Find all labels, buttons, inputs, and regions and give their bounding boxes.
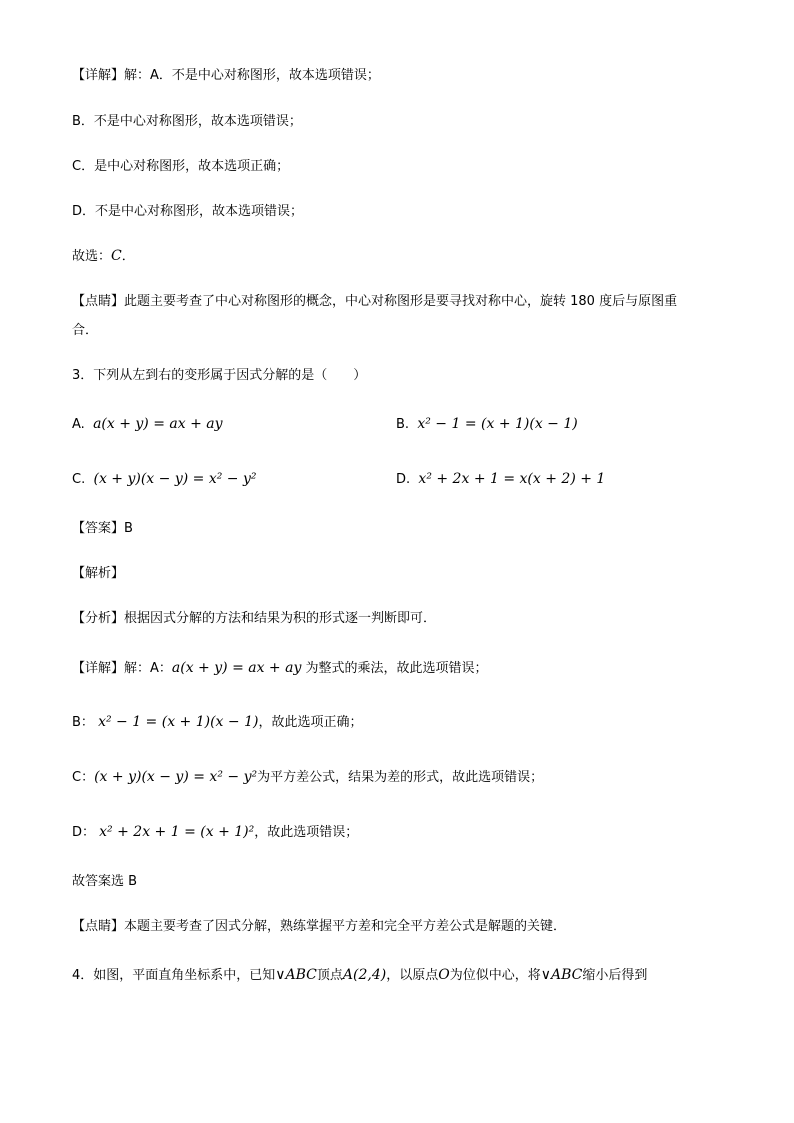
xiangjie-b-suffix: ，故此选项正确； xyxy=(258,715,363,730)
xiangjie-d-suffix: ，故此选项错误； xyxy=(254,825,359,840)
fenxi-line xyxy=(72,610,436,628)
dianjing-text-2: 合． xyxy=(72,323,99,338)
question-4 xyxy=(72,966,647,985)
option-c xyxy=(72,470,257,489)
dianjing-summary-text: 【点睛】本题主要考查了因式分解，熟练掌握平方差和完全平方差公式是解题的关键． xyxy=(72,919,567,934)
q4-mid-3: 为位似中心，将 xyxy=(449,968,541,983)
q4-prefix: 4．如图，平面直角坐标系中，已知 xyxy=(72,968,276,983)
xiangjie-d-math: x² + 2x + 1 = (x + 1)² xyxy=(99,824,255,840)
q4-point-a: A(2,4) xyxy=(342,967,387,983)
option-b-math: x² − 1 = (x + 1)(x − 1) xyxy=(417,416,578,432)
question-3-text: 3．下列从左到右的变形属于因式分解的是（ ） xyxy=(72,368,367,383)
q4-suffix: 缩小后得到 xyxy=(582,968,648,983)
xiangjie-d-prefix: D： xyxy=(72,825,96,840)
xiangjie-b-line xyxy=(72,713,362,732)
xiangjie-d-line xyxy=(72,823,358,842)
dianjing-summary-line xyxy=(72,918,566,936)
answer-text: 【答案】B xyxy=(72,521,133,536)
detail-line-b-text: B．不是中心对称图形，故本选项错误； xyxy=(72,114,302,129)
xiangjie-c-prefix: C： xyxy=(72,770,95,785)
choose-math: C xyxy=(111,248,122,264)
option-d xyxy=(396,470,605,489)
xiangjie-c-suffix: 为平方差公式，结果为差的形式，故此选项错误； xyxy=(257,770,544,785)
answer-line xyxy=(72,520,133,538)
xiangjie-a-prefix: 【详解】解：A： xyxy=(72,661,172,676)
option-b xyxy=(396,415,578,434)
option-a xyxy=(72,415,223,434)
final-answer-line xyxy=(72,873,137,891)
dianjing-line-2 xyxy=(72,322,98,340)
option-d-label: D. xyxy=(396,472,411,487)
xiangjie-b-math: x² − 1 = (x + 1)(x − 1) xyxy=(98,714,259,730)
xiangjie-b-prefix: B： xyxy=(72,715,94,730)
option-a-math: a(x + y) = ax + ay xyxy=(93,416,223,432)
analysis-heading xyxy=(72,565,124,583)
option-d-math: x² + 2x + 1 = x(x + 2) + 1 xyxy=(418,471,606,487)
xiangjie-c-math: (x + y)(x − y) = x² − y² xyxy=(94,769,258,785)
detail-line-d-text: D．不是中心对称图形，故本选项错误； xyxy=(72,204,304,219)
option-c-label: C. xyxy=(72,472,86,487)
xiangjie-a-suffix: 为整式的乘法，故此选项错误； xyxy=(305,661,488,676)
option-c-math: (x + y)(x − y) = x² − y² xyxy=(93,471,257,487)
detail-line-c xyxy=(72,158,289,176)
detail-line-a-text: 【详解】解：A．不是中心对称图形，故本选项错误； xyxy=(72,68,380,83)
option-b-label: B. xyxy=(396,417,410,432)
analysis-text: 【解析】 xyxy=(72,566,125,581)
xiangjie-c-line xyxy=(72,768,543,787)
xiangjie-a-math: a(x + y) = ax + ay xyxy=(171,660,302,676)
dianjing-line-1 xyxy=(72,293,677,311)
q4-triangle-2: ∨ABC xyxy=(540,967,583,983)
detail-line-c-text: C．是中心对称图形，故本选项正确； xyxy=(72,159,290,174)
fenxi-text: 【分析】根据因式分解的方法和结果为积的形式逐一判断即可． xyxy=(72,611,437,626)
q4-triangle-1: ∨ABC xyxy=(275,967,317,983)
q4-mid-2: ，以原点 xyxy=(386,968,439,983)
xiangjie-a-line xyxy=(72,659,488,678)
choose-prefix: 故选： xyxy=(72,249,112,264)
choose-suffix: ． xyxy=(121,249,135,264)
q4-origin-o: O xyxy=(438,967,450,983)
detail-line-a xyxy=(72,67,380,85)
q4-mid-1: 顶点 xyxy=(316,968,343,983)
option-a-label: A. xyxy=(72,417,85,432)
detail-line-d xyxy=(72,203,303,221)
detail-line-b xyxy=(72,113,302,131)
dianjing-text-1: 【点睛】此题主要考查了中心对称图形的概念，中心对称图形是要寻找对称中心，旋转 180 度后与原图重 xyxy=(72,294,678,309)
choose-line xyxy=(72,247,135,266)
question-3 xyxy=(72,367,366,385)
final-answer-text: 故答案选 B xyxy=(72,874,138,889)
